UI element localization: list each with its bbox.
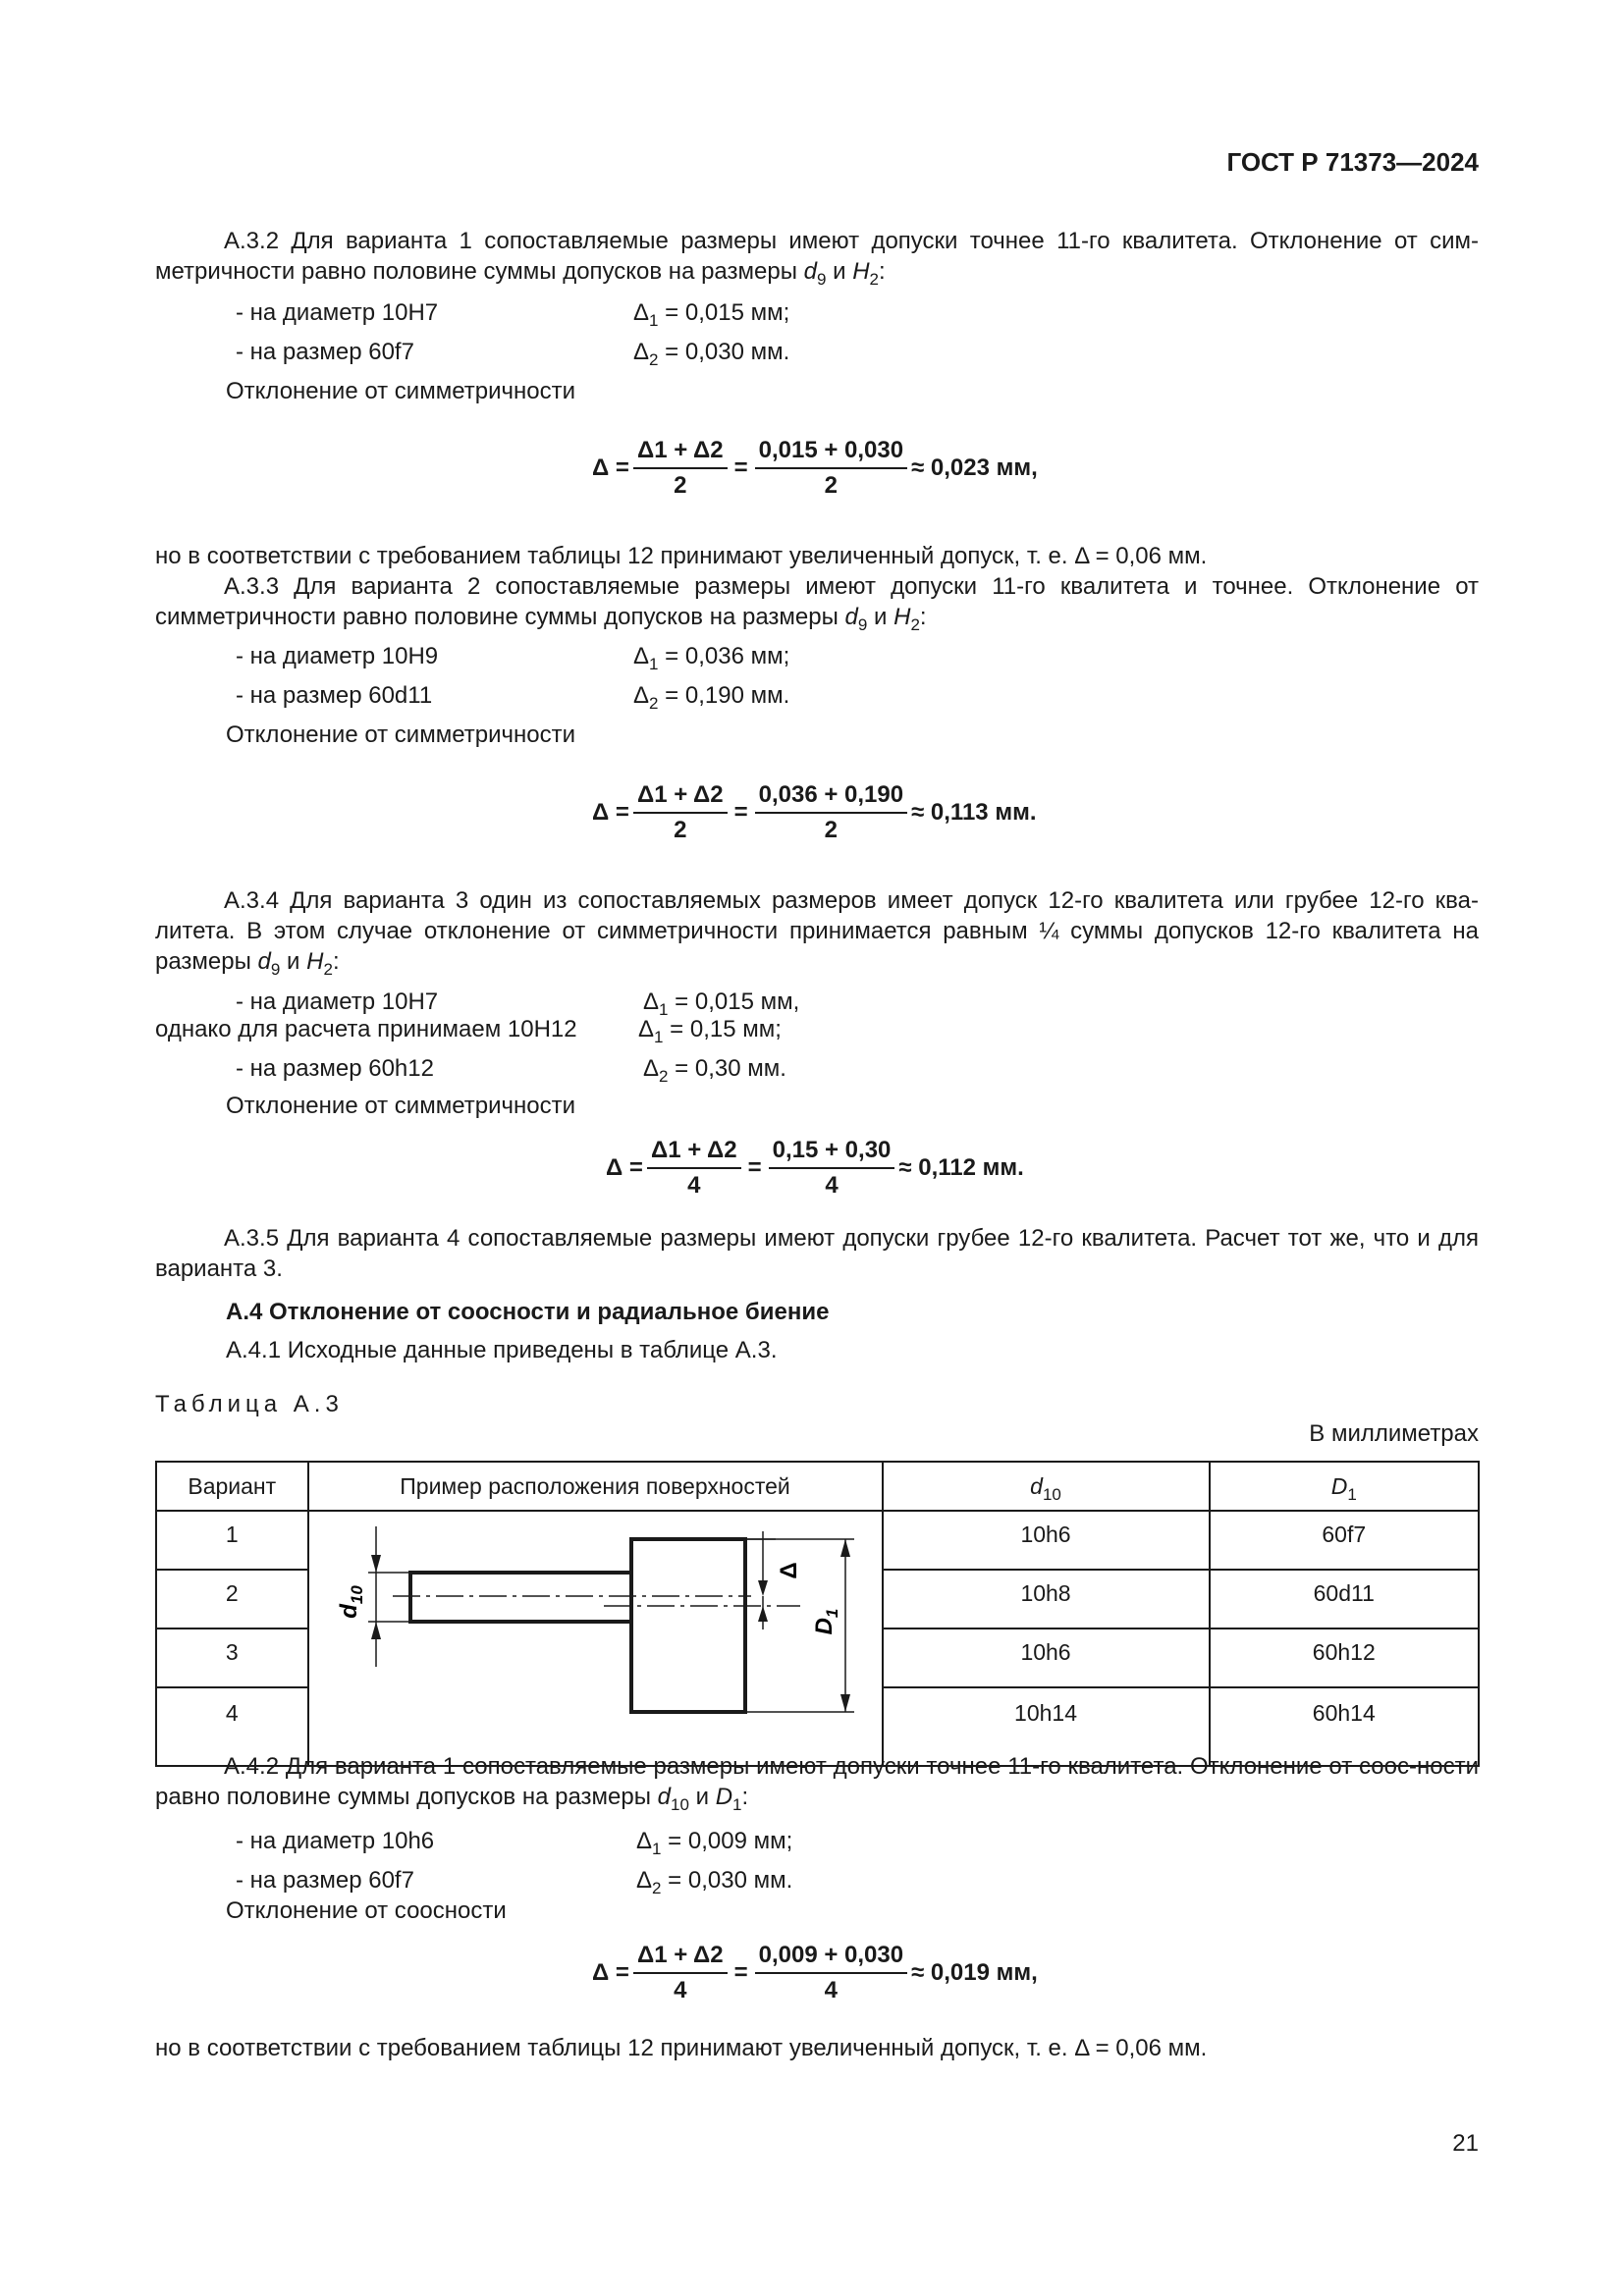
a442-item1-value: $\Delta_1 = 0,009$ мм;	[636, 1828, 793, 1858]
a442-note: но в соответствии с требованием таблицы 12 принимают увеличенный допуск, т. е. Δ = 0,06 мм.	[155, 2035, 1208, 2061]
cell-D1: 60d11	[1210, 1570, 1479, 1629]
cell-D1: 60h12	[1210, 1629, 1479, 1687]
a334-item1-label: - на диаметр 10H7	[236, 988, 439, 1015]
a332-item1-value: $\Delta_1 = 0,015$ мм;	[633, 299, 790, 330]
cell-variant: 3	[156, 1629, 308, 1687]
a333-item1-label: - на диаметр 10H9	[236, 643, 439, 669]
label-d10: $d_{10}$	[335, 1585, 366, 1619]
label-delta: Δ	[775, 1562, 802, 1579]
header-d10: $d_{10}$	[883, 1462, 1210, 1511]
a442-item2-label: - на размер 60f7	[236, 1867, 414, 1894]
a334-item2-label: - на размер 60h12	[236, 1055, 434, 1082]
a333-deviation-label: Отклонение от симметричности	[226, 721, 576, 748]
a332-deviation-label: Отклонение от симметричности	[226, 378, 576, 404]
cell-d10: 10h6	[883, 1511, 1210, 1570]
a332-item2-value: $\Delta_2 = 0,030$ мм.	[633, 339, 790, 369]
paragraph-a332: А.3.2 Для варианта 1 сопоставляемые размеры имеют допуски точнее 11-го квалитета. Отклонение от сим-метричности равно половине суммы допусков на размеры $d_9$ и $H_2$:	[155, 228, 1479, 289]
cell-d10: 10h14	[883, 1687, 1210, 1766]
a334-deviation-label: Отклонение от симметричности	[226, 1093, 576, 1119]
cell-drawing	[308, 1511, 883, 1766]
label-D1: $D_1$	[810, 1608, 841, 1635]
document-id: ГОСТ Р 71373—2024	[1226, 147, 1479, 177]
a333-item1-value: $\Delta_1 = 0,036$ мм;	[633, 643, 790, 673]
cell-variant: 4	[156, 1687, 308, 1766]
table-caption: Таблица А.3	[155, 1391, 344, 1417]
cell-variant: 1	[156, 1511, 308, 1570]
paragraph-a41: А.4.1 Исходные данные приведены в таблице А.3.	[226, 1337, 778, 1363]
a442-item1-label: - на диаметр 10h6	[236, 1828, 435, 1854]
cell-d10: 10h8	[883, 1570, 1210, 1629]
cell-D1: 60h14	[1210, 1687, 1479, 1766]
a333-item2-value: $\Delta_2 = 0,190$ мм.	[633, 682, 790, 713]
page-number: 21	[1452, 2130, 1479, 2157]
formula-2: Δ = $\frac{\Delta 1 + \Delta 2}{2}$ = $\frac{0,036 + 0,190}{2}$ ≈ 0,113 мм.	[592, 781, 1037, 843]
a334-item1-value: $\Delta_1 = 0,015$ мм,	[643, 988, 800, 1019]
formula-1: Δ = $\frac{\Delta 1 + \Delta 2}{2}$ = $\frac{0,015 + 0,030}{2}$ ≈ 0,023 мм,	[592, 437, 1038, 499]
table-row	[156, 1511, 1479, 1570]
a334-item2-value: $\Delta_2 = 0,30$ мм.	[643, 1055, 786, 1086]
formula-3: Δ = $\frac{\Delta 1 + \Delta 2}{4}$ = $\frac{0,15 + 0,30}{4}$ ≈ 0,112 мм.	[606, 1137, 1024, 1199]
formula-4: Δ = $\frac{\Delta 1 + \Delta 2}{4}$ = $\frac{0,009 + 0,030}{4}$ ≈ 0,019 мм,	[592, 1942, 1038, 2003]
table-units: В миллиметрах	[1309, 1420, 1479, 1447]
a334-item1b-label: однако для расчета принимаем 10H12	[155, 1016, 577, 1042]
section-heading-a4: А.4 Отклонение от соосности и радиальное биение	[226, 1299, 830, 1325]
a333-item2-label: - на размер 60d11	[236, 682, 433, 709]
a332-note: но в соответствии с требованием таблицы 12 принимают увеличенный допуск, т. е. Δ = 0,06 мм.	[155, 543, 1208, 569]
cell-variant: 2	[156, 1570, 308, 1629]
header-example: Пример расположения поверхностей	[308, 1462, 883, 1511]
cell-D1: 60f7	[1210, 1511, 1479, 1570]
paragraph-a442: А.4.2 Для варианта 1 сопоставляемые размеры имеют допуски точнее 11-го квалитета. Отклонение от соос-ности равно половине суммы допусков на размеры $d_{10}$ и $D_1$:	[155, 1753, 1479, 1814]
paragraph-a335: А.3.5 Для варианта 4 сопоставляемые размеры имеют допуски грубее 12-го квалитета. Расчет тот же, что и для варианта 3.	[155, 1225, 1479, 1282]
paragraph-a333: А.3.3 Для варианта 2 сопоставляемые размеры имеют допуски 11-го квалитета и точнее. Отклонение от симметричности равно половине суммы допусков на размеры $d_9$ и $H_2$:	[155, 573, 1479, 634]
a332-item2-label: - на размер 60f7	[236, 339, 414, 365]
table-a3	[155, 1461, 1480, 1767]
cell-d10: 10h6	[883, 1629, 1210, 1687]
header-variant: Вариант	[156, 1462, 308, 1511]
a332-item1-label: - на диаметр 10H7	[236, 299, 439, 326]
a442-item2-value: $\Delta_2 = 0,030$ мм.	[636, 1867, 793, 1897]
shaft-drawing	[309, 1512, 882, 1724]
a442-deviation-label: Отклонение от соосности	[226, 1897, 507, 1924]
header-D1: $D_1$	[1210, 1462, 1479, 1511]
paragraph-a334: А.3.4 Для варианта 3 один из сопоставляемых размеров имеет допуск 12-го квалитета или грубее 12-го ква-литета. В этом случае отклонение от симметричности принимается равным ¼ суммы допусков 12-го квалитета на размеры $d_9$ и $H_2$:	[155, 887, 1479, 979]
a334-item1b-value: $\Delta_1 = 0,15$ мм;	[638, 1016, 782, 1046]
